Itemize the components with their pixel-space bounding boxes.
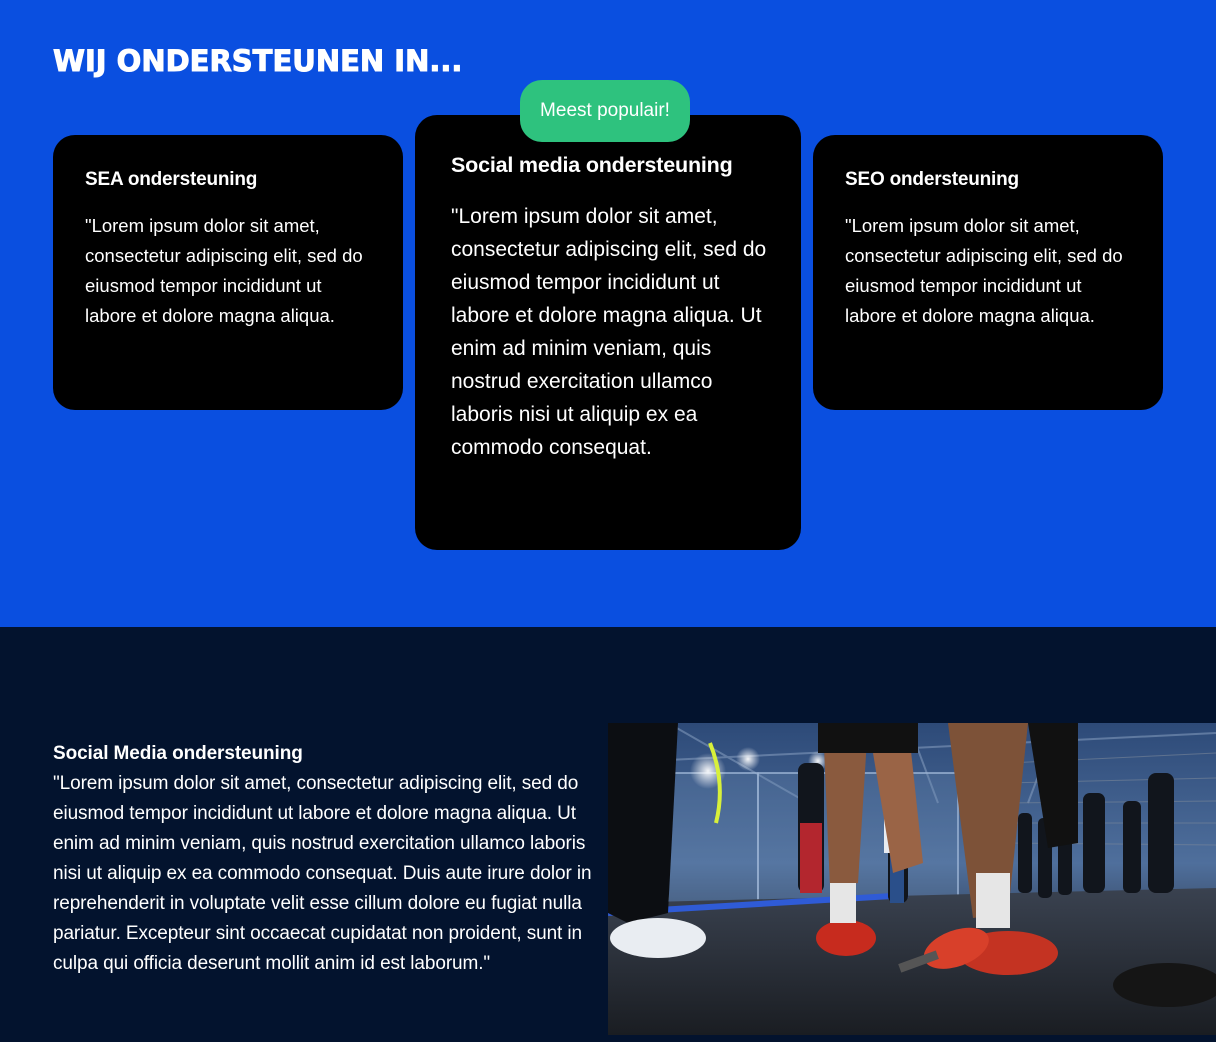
most-popular-badge: Meest populair!	[520, 80, 690, 142]
seo-card	[813, 135, 1163, 410]
seo-card-text: "Lorem ipsum dolor sit amet, consectetur adipiscing elit, sed do eiusmod tempor incididunt ut labore et dolore magna aliqua.	[845, 215, 1123, 326]
about-block	[53, 739, 598, 979]
sea-card-title: SEA ondersteuning	[85, 169, 258, 190]
social-media-card	[415, 115, 801, 550]
social-media-card-title: Social media ondersteuning	[451, 153, 733, 177]
seo-card-title: SEO ondersteuning	[845, 169, 1019, 190]
about-title: Social Media ondersteuning	[53, 743, 303, 764]
about-text: "Lorem ipsum dolor sit amet, consectetur adipiscing elit, sed do eiusmod tempor incididunt ut labore et dolore magna aliqua. Ut enim ad minim veniam, quis nostrud exercitation ullamco laboris nisi ut aliquip ex ea commodo consequat. Duis aute irure dolor in reprehenderit in voluptate velit esse cillum dolore eu fugiat nulla pariatur. Excepteur sint occaecat cupidatat non proident, sunt in culpa qui officia deserunt mollit anim id est laborum."	[53, 773, 592, 974]
padel-players-photo	[608, 723, 1216, 1035]
sea-card	[53, 135, 403, 410]
social-media-card-text: "Lorem ipsum dolor sit amet, consectetur adipiscing elit, sed do eiusmod tempor incididunt ut labore et dolore magna aliqua. Ut enim ad minim veniam, quis nostrud exercitation ullamco laboris nisi ut aliquip ex ea commodo consequat.	[451, 205, 767, 459]
sea-card-text: "Lorem ipsum dolor sit amet, consectetur adipiscing elit, sed do eiusmod tempor incididunt ut labore et dolore magna aliqua.	[85, 215, 363, 326]
section-heading: WIJ ONDERSTEUNEN IN...	[53, 44, 463, 78]
photo-illustration	[608, 723, 1216, 1035]
